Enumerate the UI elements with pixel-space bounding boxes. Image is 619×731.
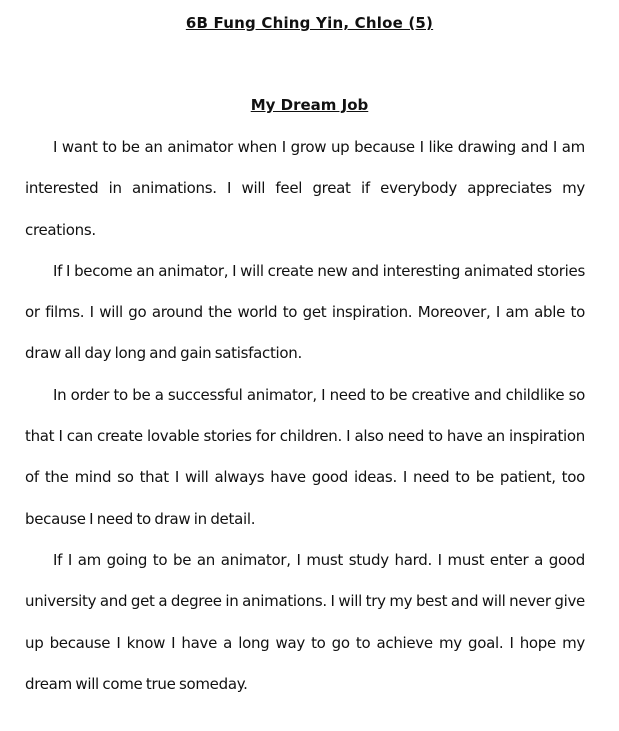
essay-paragraph: If I am going to be an animator, I must study hard. I must enter a good university and get a degree in animations. I will try my best and will never give up because I know I have a long way to go to achieve my goal. I hope my dream will come true someday. [25,550,585,693]
student-name-header: 6B Fung Ching Yin, Chloe (5) [185,14,434,32]
essay-paragraph: In order to be a successful animator, I need to be creative and childlike so that I can create lovable stories for children. I also need to have an inspiration of the mind so that I will always have good ideas. I need to be patient, too because I need to draw in detail. [25,385,585,528]
essay-paragraph: If I become an animator, I will create new and interesting animated stories or films. I will go around the world to get inspiration. Moreover, I am able to draw all day long and gain satisfaction. [25,261,585,363]
essay-title: My Dream Job [250,96,369,114]
essay-body [25,127,585,705]
essay-paragraph: I want to be an animator when I grow up because I like drawing and I am interested in animations. I will feel great if everybody appreciates my creations. [25,138,585,239]
